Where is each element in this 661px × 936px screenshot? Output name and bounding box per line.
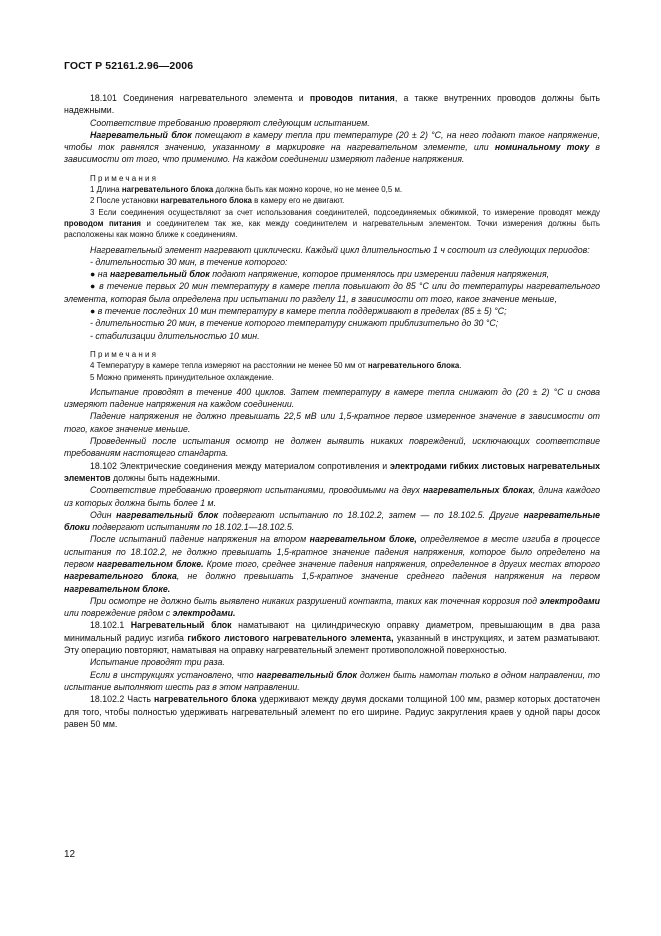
notes-heading: Примечания (90, 173, 159, 183)
test-procedure: Нагревательный блок помещают в камеру тепла при температуре (20 ± 2) °С, на него подают такое напряжение, чтобы ток равнялся значению, указанному в маркировке на нагревательном элементе, или номинальному току в зависимости от того, что применимо. На каждом соединении измеряют падение напряжения. (64, 129, 601, 165)
note-5: 5 Можно применять принудительное охлаждение. (90, 372, 274, 382)
bold-term: нагревательного блока (121, 185, 214, 195)
note-3: 3 Если соединения осуществляют за счет использования соединителей, подсоединяемых обжимкой, то измерение проводят между проводом питания и соединителем так же, как между соединителем и нагревательным элементом. Точки измерения должны быть расположены как можно ближе к соединениям. (64, 207, 600, 240)
standard-header: ГОСТ Р 52161.2.96—2006 (64, 60, 194, 72)
bold-term: проводов питания (309, 93, 395, 103)
cycle-description: Нагревательный элемент нагревают циклически. Каждый цикл длительностью 1 ч состоит из следующих периодов: (90, 244, 590, 255)
bold-term: нагревательный блок (109, 269, 210, 280)
bold-term: нагревательном блоке, (309, 534, 417, 545)
bold-term: нагревательном блоке. (64, 583, 171, 594)
test-three-times: Испытание проводят три раза. (90, 657, 225, 668)
bold-term: нагревательного блока (367, 361, 460, 371)
bold-term: гибкого листового нагревательного элемента, (187, 632, 394, 643)
contact-inspection: При осмотре не должно быть выявлено никаких разрушений контакта, таких как точечная коррозия под электродами или повреждение рядом с электродами. (64, 595, 600, 619)
notes-heading-2: Примечания (90, 349, 159, 359)
bold-term: Нагревательный блок (90, 129, 192, 140)
note-1: 1 Длина нагревательного блока должна быть как можно короче, но не менее 0,5 м. (90, 185, 403, 195)
bold-term: нагревательный блок (256, 669, 357, 680)
note-4: 4 Температуру в камере тепла измеряют на расстоянии не менее 50 мм от нагревательного блока. (90, 361, 462, 371)
bold-term: номинальному току (494, 142, 590, 153)
paragraph-18-102-2: 18.102.2 Часть нагревательного блока удерживают между двумя досками толщиной 100 мм, размер которых достаточен для того, чтобы полностью удерживать нагревательный элемент по его ширине. Радиус закругления краев у одной пары досок равен 50 мм. (64, 694, 600, 729)
test-400-cycles: Испытание проводят в течение 400 циклов. Затем температуру в камере тепла снижают до (20 ± 2) °С и снова измеряют падение напряжения на каждом соединении. (64, 386, 600, 410)
page-number: 12 (64, 849, 76, 860)
period-stabilization: - стабилизации длительностью 10 мин. (90, 330, 260, 341)
paragraph-18-101: 18.101 Соединения нагревательного элемента и проводов питания, а также внутренних проводов должны быть надежными. (64, 93, 600, 116)
voltage-drop-limit: Падение напряжения не должно превышать 22,5 мВ или 1,5-кратное первое измеренное значение в зависимости от того, какое значение меньше. (64, 411, 600, 434)
one-direction-rule: Если в инструкциях установлено, что нагревательный блок должен быть намотан только в одном направлении, то испытание выполняют шесть раз в этом направлении. (64, 669, 600, 692)
compliance-two-units: Соответствие требованию проверяют испытаниями, проводимыми на двух нагревательных блоках, длина каждого из которых должна быть более 1 м. (64, 485, 600, 508)
paragraph-18-102-1: 18.102.1 Нагревательный блок наматывают на цилиндрическую оправку диаметром, превышающим в два раза минимальный радиус изгиба гибкого листового нагревательного элемента, указанный в инструкциях, и затем разматывают. Эту операцию повторяют, наматывая на оправку нагревательный элемент противоположной поверхностью. (64, 620, 601, 656)
bold-term: Нагревательный блок (130, 620, 232, 631)
bold-term: проводом питания (64, 218, 142, 228)
period-30min: - длительностью 30 мин, в течение которого: (90, 256, 288, 267)
note-2: 2 После установки нагревательного блока в камеру его не двигают. (90, 196, 345, 206)
bullet-first-20min: ● в течение первых 20 мин температуру в камере тепла повышают до 85 °С или до температуры нагревательного элемента, которая была определена при испытании по разделу 11, в зависимости от того, какое значение меньше, (64, 281, 600, 304)
bold-term: нагревательные блоки (64, 509, 600, 533)
bold-term: нагревательном блоке. (96, 558, 204, 569)
after-tests-voltage: После испытаний падение напряжения на втором нагревательном блоке, определяемое в месте изгиба в процессе испытания по 18.102.2, не должно превышать 1,5-кратное значение падения напряжения, которое было определено на первом нагревательном блоке. Кроме того, среднее значение падения напряжения, определенное в других местах второго нагревательного блока, не должно превышать 1,5-кратное значение среднего падения напряжения на первом нагревательном блоке. (64, 534, 600, 594)
bullet-last-10min: ● в течение последних 10 мин температуру в камере тепла поддерживают в пределах (85 ± 5) °С; (90, 306, 507, 317)
bold-term: электродами гибких листовых нагревательных элементов (64, 460, 601, 483)
bold-term: нагревательного блока (160, 196, 252, 206)
period-20min: - длительностью 20 мин, в течение которого температуру снижают приблизительно до 30 °С; (90, 318, 499, 329)
compliance-statement: Соответствие требованию проверяют следующим испытанием. (90, 117, 370, 128)
bold-term: нагревательного блока (64, 571, 177, 582)
bold-term: электродами (539, 595, 600, 606)
bold-term: нагревательный блок (116, 509, 219, 520)
bullet-voltage: ● на нагревательный блок подают напряжение, которое применялось при измерении падения напряжения, (90, 269, 550, 280)
bold-term: электродами. (172, 608, 236, 619)
inspection-statement: Проведенный после испытания осмотр не должен выявить никаких повреждений, исключающих соответствие требованиям настоящего стандарта. (64, 436, 600, 459)
paragraph-18-102: 18.102 Электрические соединения между материалом сопротивления и электродами гибких листовых нагревательных элементов должны быть надежными. (64, 460, 601, 483)
test-sequence: Один нагревательный блок подвергают испытанию по 18.102.2, затем — по 18.102.5. Другие нагревательные блоки подвергают испытаниям по 18.102.1—18.102.5. (64, 509, 600, 533)
bold-term: нагревательных блоках (422, 485, 533, 496)
document-page (64, 60, 600, 730)
bold-term: нагревательного блока (154, 694, 257, 705)
